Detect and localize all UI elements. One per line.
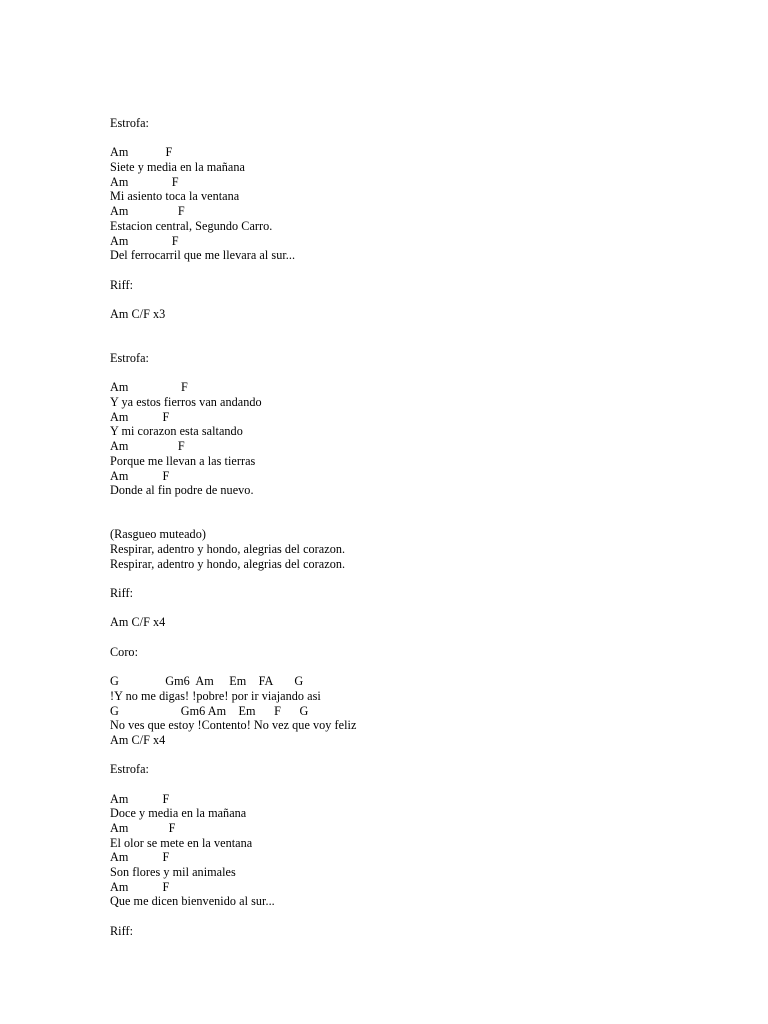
text-line: El olor se mete en la ventana [110,835,253,850]
blank-line [110,601,730,616]
text-line: G Gm6 Am Em FA G [110,674,304,689]
document-body [110,116,730,939]
text-line: Am F [110,821,176,835]
blank-line [110,777,730,792]
text-line: Am F [110,439,185,454]
text-line: Estrofa: [110,351,149,365]
text-line: Son flores y mil animales [110,865,236,880]
text-line: Riff: [110,923,134,938]
text-line: Riff: [110,586,134,600]
text-line: Coro: [110,644,139,659]
text-line: Respirar, adentro y hondo, alegrias del corazon. [110,541,346,556]
text-line: Donde al fin podre de nuevo. [110,483,254,498]
text-line: Estrofa: [110,116,149,130]
text-line: (Rasgueo muteado) [110,527,206,542]
text-line: Estrofa: [110,762,149,777]
text-line: Am F [110,233,179,248]
text-line: Am F [110,791,170,806]
text-line: Am F [110,174,179,189]
text-line: Siete y media en la mañana [110,160,245,175]
text-line: Y mi corazon esta saltando [110,424,243,439]
text-line: Y ya estos fierros van andando [110,395,262,410]
text-line: Respirar, adentro y hondo, alegrias del corazon. [110,556,346,571]
blank-line [110,322,730,337]
blank-line [110,513,730,528]
blank-line [110,131,730,146]
blank-line [110,571,730,586]
text-line: Am F [110,879,170,894]
text-line: Am F [110,380,188,395]
text-line: Am F [110,850,170,865]
text-line: Am F [110,204,185,219]
blank-line [110,366,730,381]
text-line: Del ferrocarril que me llevara al sur... [110,248,296,263]
text-line: Am C/F x3 [110,306,166,321]
text-line: Riff: [110,277,134,292]
blank-line [110,336,730,351]
text-line: Porque me llevan a las tierras [110,453,256,468]
text-line: G Gm6 Am Em F G [110,703,309,718]
blank-line [110,748,730,763]
blank-line [110,659,730,674]
text-line: Am F [110,468,170,483]
blank-line [110,263,730,278]
text-line: Doce y media en la mañana [110,806,247,821]
blank-line [110,498,730,513]
blank-line [110,292,730,307]
text-line: Am F [110,145,173,160]
text-line: Mi asiento toca la ventana [110,189,240,204]
text-line: !Y no me digas! !pobre! por ir viajando asi [110,688,321,703]
text-line: Estacion central, Segundo Carro. [110,218,273,233]
text-line: Que me dicen bienvenido al sur... [110,894,275,909]
blank-line [110,630,730,645]
text-line: Am C/F x4 [110,615,166,630]
blank-line [110,909,730,924]
text-line: Am F [110,409,170,424]
text-line: No ves que estoy !Contento! No vez que voy feliz [110,718,357,733]
text-line: Am C/F x4 [110,732,166,747]
